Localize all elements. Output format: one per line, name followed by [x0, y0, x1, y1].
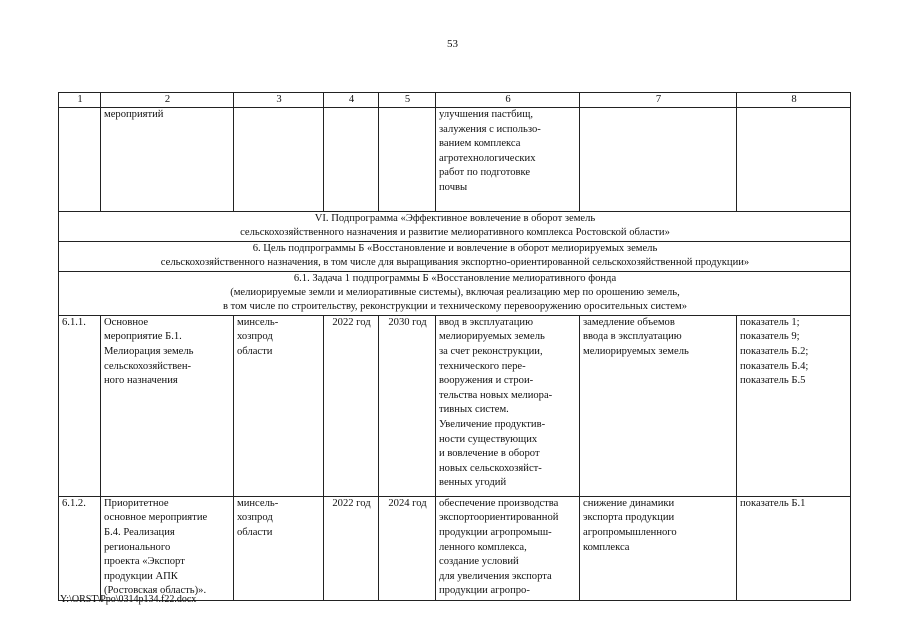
cell-start: 2022 год: [324, 315, 379, 496]
cell-result: ввод в эксплуатацию мелиорируемых земель за счет реконструкции, технического пере- вооружения и строи- тельства новых мелиора- тивных систем. Увеличение продуктив- ности существующих и вовлечение в оборот новых сельскохозяйст- венных угодий: [436, 315, 580, 496]
column-number: 2: [101, 93, 234, 108]
column-number: 8: [737, 93, 851, 108]
goal-title: 6. Цель подпрограммы Б «Восстановление и вовлечение в оборот мелиорируемых земель сельскохозяйственного назначения, в том числе для выращивания экспортно-ориентированной сельскохозяйственной продукции»: [59, 241, 851, 271]
cell-result: обеспечение производства экспортоориентированной продукции агропромыш- ленного комплекса, создание условий для увеличения экспорта продукции агропро-: [436, 496, 580, 600]
cell-number: 6.1.2.: [59, 496, 101, 600]
cell-end: 2030 год: [379, 315, 436, 496]
table-row: [59, 315, 851, 496]
cell-start: 2022 год: [324, 496, 379, 600]
cell-result: улучшения пастбищ, залужения с использо- ванием комплекса агротехнологических работ по подготовке почвы: [436, 108, 580, 212]
cell-name: Приоритетное основное мероприятие Б.4. Реализация регионального проекта «Экспорт продукции АПК (Ростовская область)».: [101, 496, 234, 600]
cell-empty: [580, 108, 737, 212]
page-number: 53: [447, 38, 458, 50]
cell-empty: [234, 108, 324, 212]
task-title: 6.1. Задача 1 подпрограммы Б «Восстановление мелиоративного фонда (мелиорируемые земли и мелиоративные системы), включая реализацию мер по орошению земель, в том числе по строительству, реконструкции и техническому перевооружению оросительных систем»: [59, 271, 851, 315]
task-row: [59, 271, 851, 315]
cell-executor: минсель- хозпрод области: [234, 315, 324, 496]
cell-executor: минсель- хозпрод области: [234, 496, 324, 600]
column-number: 7: [580, 93, 737, 108]
cell-consequence: замедление объемов ввода в эксплуатацию мелиорируемых земель: [580, 315, 737, 496]
cell-indicators: показатель Б.1: [737, 496, 851, 600]
measures-table: [58, 92, 851, 601]
column-number-row: [59, 93, 851, 108]
table-row: [59, 496, 851, 600]
cell-number: 6.1.1.: [59, 315, 101, 496]
cell-indicators: показатель 1; показатель 9; показатель Б.2; показатель Б.4; показатель Б.5: [737, 315, 851, 496]
subprogram-title: VI. Подпрограмма «Эффективное вовлечение в оборот земель сельскохозяйственного назначения и развитие мелиоративного комплекса Ростовской области»: [59, 212, 851, 242]
file-path-footer: Y:\ORST\Ppo\0314p134.f22.docx: [60, 594, 197, 605]
cell-name: мероприятий: [101, 108, 234, 212]
column-number: 1: [59, 93, 101, 108]
cell-end: 2024 год: [379, 496, 436, 600]
cell-empty: [737, 108, 851, 212]
cell-empty: [324, 108, 379, 212]
column-number: 4: [324, 93, 379, 108]
cell-consequence: снижение динамики экспорта продукции агропромышленного комплекса: [580, 496, 737, 600]
continuation-row: [59, 108, 851, 212]
cell-empty: [379, 108, 436, 212]
cell-name: Основное мероприятие Б.1. Мелиорация земель сельскохозяйствен- ного назначения: [101, 315, 234, 496]
column-number: 5: [379, 93, 436, 108]
cell-empty: [59, 108, 101, 212]
goal-row: [59, 241, 851, 271]
subprogram-row: [59, 212, 851, 242]
column-number: 6: [436, 93, 580, 108]
column-number: 3: [234, 93, 324, 108]
